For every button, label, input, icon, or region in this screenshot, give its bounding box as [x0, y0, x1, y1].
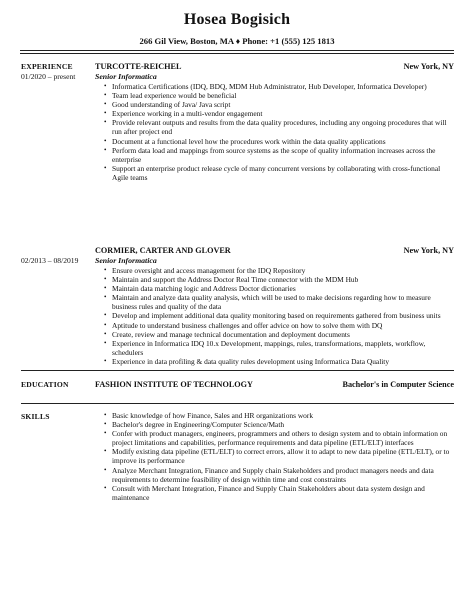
bullet-item: • Confer with product managers, engineers, programmers and others to design system and to obtain information on project limitations and capabilities, performance requirements and data pipeline (ETL/ELT) interfaces	[112, 429, 454, 447]
bullet-item: • Informatica Certifications (IDQ, BDQ, MDM Hub Administrator, Hub Developer, Informatica Developer)	[112, 82, 454, 91]
job-header	[95, 62, 454, 71]
bullet-item: • Team lead experience would be beneficial	[112, 91, 454, 100]
contact-line: 266 Gil View, Boston, MA ♦ Phone: +1 (555) 125 1813	[139, 36, 335, 46]
education-label: EDUCATION	[21, 380, 69, 389]
company-name: TURCOTTE-REICHEL	[95, 62, 182, 71]
skills-label: SKILLS	[21, 412, 50, 421]
education-entry	[95, 380, 454, 389]
bullet-item: • Experience working in a multi-vendor engagement	[112, 109, 454, 118]
bullet-item: • Bachelor's degree in Engineering/Computer Science/Math	[112, 420, 454, 429]
job-header	[95, 246, 454, 255]
skills-entry	[95, 411, 454, 502]
bullet-item: • Support an enterprise product release cycle of many concurrent versions by collaborating with cross-functional Agile teams	[112, 164, 454, 182]
job-entry	[95, 246, 454, 366]
bullet-item: • Document at a functional level how the procedures work within the data quality applications	[112, 137, 454, 146]
job-bullets	[95, 82, 454, 182]
job-bullets	[95, 266, 454, 366]
job-title: Senior Informatica	[95, 256, 157, 265]
bullet-item: • Analyze Merchant Integration, Finance and Supply chain Stakeholders and product managers needs and data requirements to determine feasibility of design within time and cost constraints	[112, 466, 454, 484]
bullet-item: • Maintain data matching logic and Address Doctor dictionaries	[112, 284, 454, 293]
bullet-item: • Ensure oversight and access management for the IDQ Repository	[112, 266, 454, 275]
bullet-item: • Consult with Merchant Integration, Finance and Supply Chain Stakeholders about data system design and maintenance	[112, 484, 454, 502]
bullet-item: • Aptitude to understand business challenges and offer advice on how to solve them with DQ	[112, 321, 454, 330]
degree: Bachelor's in Computer Science	[342, 380, 454, 389]
job-title: Senior Informatica	[95, 72, 157, 81]
job-dates: 02/2013 – 08/2019	[21, 256, 79, 265]
bullet-item: • Develop and implement additional data quality monitoring based on requirements gathered from business units	[112, 311, 454, 320]
job-entry	[95, 62, 454, 182]
job-dates: 01/2020 – present	[21, 72, 76, 81]
experience-label: EXPERIENCE	[21, 62, 73, 71]
job-location: New York, NY	[403, 246, 454, 255]
skills-bullets	[95, 411, 454, 502]
company-name: CORMIER, CARTER AND GLOVER	[95, 246, 231, 255]
bullet-item: • Modify existing data pipeline (ETL/ELT) to correct errors, allow it to adapt to new data pipeline (ETL/ELT), or to improve its performance	[112, 447, 454, 465]
bullet-item: • Maintain and support the Address Doctor Real Time connector with the MDM Hub	[112, 275, 454, 284]
bullet-item: • Maintain and analyze data quality analysis, which will be used to make decisions regarding how to measure business rules and quality of the data	[112, 293, 454, 311]
bullet-item: • Provide relevant outputs and results from the data quality procedures, including any ongoing procedures that will run after project end	[112, 118, 454, 136]
school-name: FASHION INSTITUTE OF TECHNOLOGY	[95, 380, 253, 389]
bullet-item: • Perform data load and mappings from source systems as the scope of quality information increases across the enterprise	[112, 146, 454, 164]
candidate-name: Hosea Bogisich	[183, 11, 291, 28]
education-header	[95, 380, 454, 389]
job-location: New York, NY	[403, 62, 454, 71]
bullet-item: • Create, review and manage technical documentation and deployment documents	[112, 330, 454, 339]
section-divider	[21, 370, 454, 371]
bullet-item: • Experience in data profiling & data quality rules development using Informatica Data Quality	[112, 357, 454, 366]
bullet-item: • Good understanding of Java/ Java script	[112, 100, 454, 109]
header-rule-bottom	[20, 53, 454, 54]
bullet-item: • Experience in Informatica IDQ 10.x Development, mappings, rules, transformations, mapplets, workflow, schedulers	[112, 339, 454, 357]
section-divider	[21, 403, 454, 404]
bullet-item: • Basic knowledge of how Finance, Sales and HR organizations work	[112, 411, 454, 420]
header-rule-top	[20, 50, 454, 51]
